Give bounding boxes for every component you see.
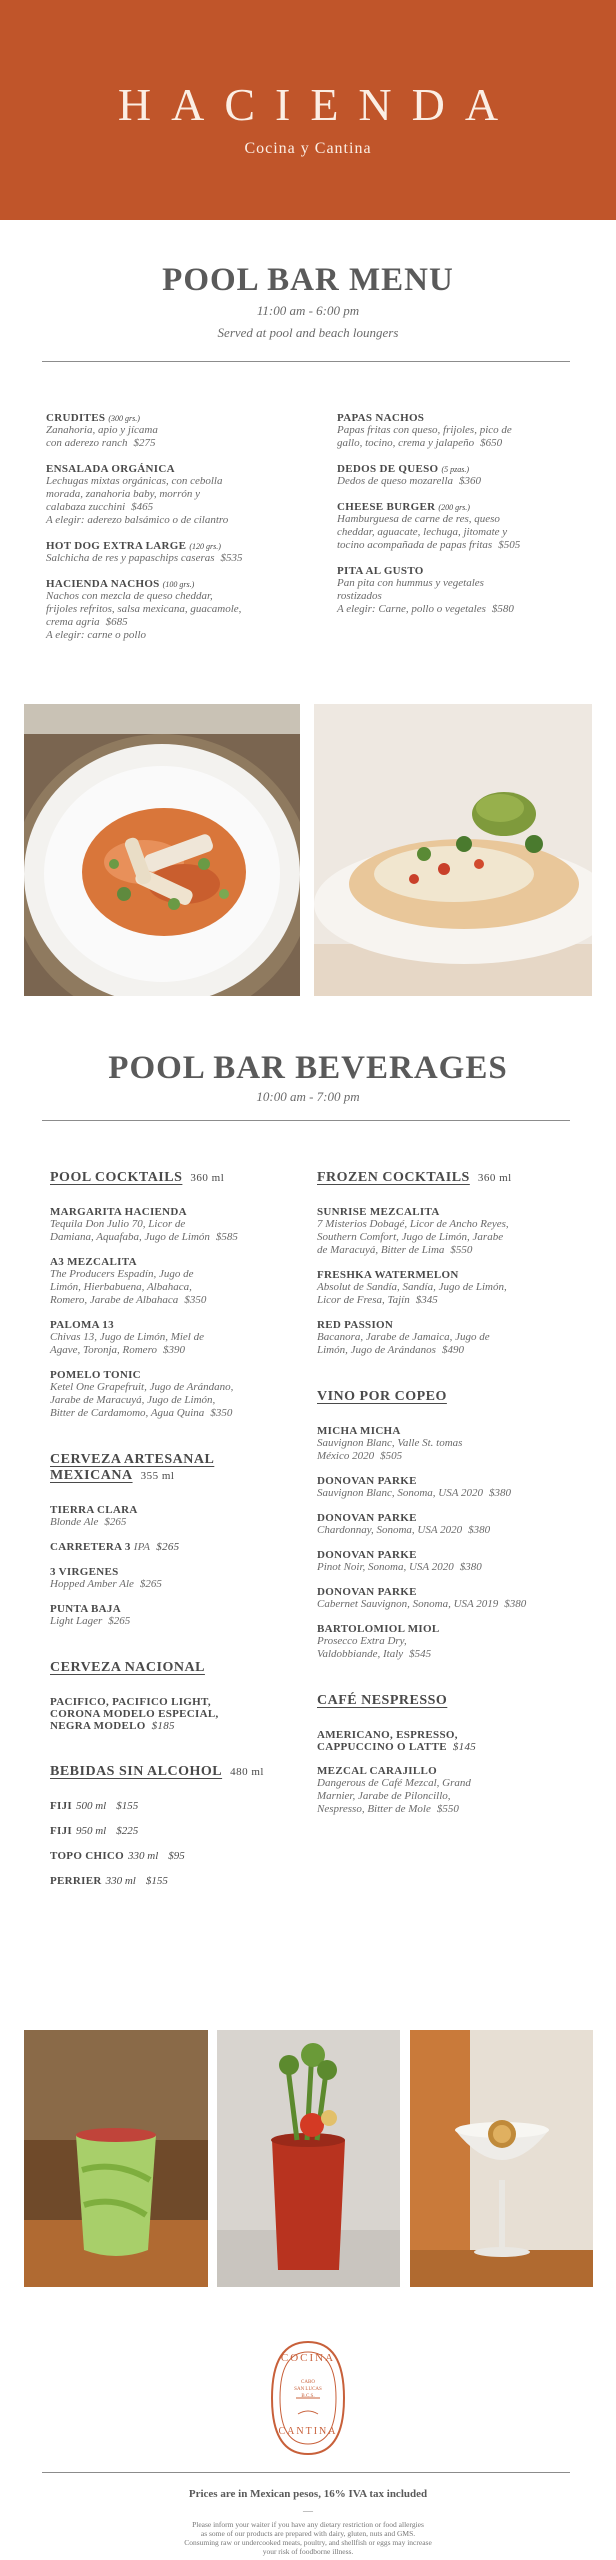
beverage-desc: Limón, Hierbabuena, Albahaca, bbox=[50, 1281, 192, 1293]
beverage-price: $265 bbox=[156, 1541, 180, 1553]
beverage-item bbox=[317, 1586, 577, 1611]
item-desc: crema agria bbox=[46, 616, 100, 628]
beverage-item bbox=[50, 1825, 300, 1837]
item-desc: Salchicha de res y papaschips caseras bbox=[46, 552, 215, 564]
category-title: CERVEZA NACIONAL bbox=[50, 1660, 205, 1675]
item-price: $465 bbox=[131, 501, 154, 513]
category-heading bbox=[50, 1452, 300, 1484]
bloody-mary-photo bbox=[217, 2030, 400, 2287]
beverage-price: $380 bbox=[459, 1561, 482, 1573]
menu-item bbox=[46, 463, 296, 527]
header-banner bbox=[0, 0, 616, 220]
beverage-name: POMELO TONIC bbox=[50, 1369, 141, 1381]
beverage-price: $350 bbox=[184, 1294, 207, 1306]
item-name: ENSALADA ORGÁNICA bbox=[46, 463, 175, 475]
beverage-price: $155 bbox=[145, 1875, 168, 1887]
beverage-name: AMERICANO, ESPRESSO, bbox=[317, 1729, 458, 1741]
beverage-desc: 7 Misterios Dobagé, Licor de Ancho Reyes, bbox=[317, 1218, 509, 1230]
beverage-item bbox=[317, 1623, 577, 1661]
beverage-desc: Damiana, Aquafaba, Jugo de Limón bbox=[50, 1231, 210, 1243]
item-name: DEDOS DE QUESO bbox=[337, 463, 439, 475]
beverage-size: 500 ml bbox=[75, 1800, 107, 1812]
item-desc: Papas fritas con queso, frijoles, pico de bbox=[337, 424, 512, 436]
menu-item bbox=[46, 578, 296, 642]
margarita-photo bbox=[410, 2030, 593, 2287]
category-volume: 480 ml bbox=[230, 1766, 264, 1778]
beverage-size: 950 ml bbox=[75, 1825, 107, 1837]
item-name: HACIENDA NACHOS bbox=[46, 578, 160, 590]
category-title: POOL COCKTAILS bbox=[50, 1170, 183, 1185]
menu-item bbox=[337, 501, 577, 552]
beverage-desc: IPA bbox=[133, 1541, 151, 1553]
beverage-desc: Prosecco Extra Dry, bbox=[317, 1635, 407, 1647]
item-desc: con aderezo ranch bbox=[46, 437, 128, 449]
beverage-item bbox=[50, 1800, 300, 1812]
beverage-desc: Agave, Toronja, Romero bbox=[50, 1344, 157, 1356]
disclaimer-line: as some of our products are prepared with dairy, gluten, nuts and GMS. bbox=[200, 2529, 416, 2538]
menu-item bbox=[337, 412, 577, 450]
beverage-name: PERRIER bbox=[50, 1875, 102, 1887]
item-desc: Nachos con mezcla de queso cheddar, bbox=[46, 590, 213, 602]
beverage-desc: Romero, Jarabe de Albahaca bbox=[50, 1294, 179, 1306]
beverage-price: $490 bbox=[441, 1344, 464, 1356]
item-name: HOT DOG EXTRA LARGE bbox=[46, 540, 187, 552]
beverage-item bbox=[50, 1504, 300, 1529]
beverage-desc: Ketel One Grapefruit, Jugo de Arándano, bbox=[50, 1381, 234, 1393]
item-desc: frijoles refritos, salsa mexicana, guacamole, bbox=[46, 603, 242, 615]
beverage-desc: Light Lager bbox=[50, 1615, 103, 1627]
beverage-size: 330 ml bbox=[128, 1850, 159, 1862]
beverage-price: $390 bbox=[162, 1344, 185, 1356]
food-column-left bbox=[46, 412, 296, 655]
beverage-name: NEGRA MODELO bbox=[50, 1720, 146, 1732]
category-title: CERVEZA ARTESANAL bbox=[50, 1452, 215, 1467]
category-heading bbox=[317, 1693, 577, 1709]
allergy-disclaimer bbox=[150, 2520, 466, 2556]
beverage-name: MARGARITA HACIENDA bbox=[50, 1206, 187, 1218]
disclaimer-line: your risk of foodborne illness. bbox=[262, 2547, 354, 2556]
item-size: (100 grs.) bbox=[162, 580, 195, 589]
beverage-price: $550 bbox=[450, 1244, 473, 1256]
beverage-item bbox=[317, 1549, 577, 1574]
beverage-name: DONOVAN PARKE bbox=[317, 1512, 417, 1524]
footer-separator: — bbox=[303, 2506, 313, 2517]
item-desc: rostizados bbox=[337, 590, 382, 602]
beverage-desc: Marnier, Jarabe de Piloncillo, bbox=[317, 1790, 451, 1802]
beverage-name: MEZCAL CARAJILLO bbox=[317, 1765, 438, 1777]
beverage-desc: de Maracuyá, Bitter de Lima bbox=[317, 1244, 445, 1256]
item-desc: Zanahoria, apio y jícama bbox=[46, 424, 158, 436]
item-size: (300 grs.) bbox=[108, 414, 140, 423]
item-option: A elegir: aderezo balsámico o de cilantro bbox=[46, 514, 229, 526]
beverage-item bbox=[50, 1850, 300, 1862]
beverage-price: $585 bbox=[215, 1231, 238, 1243]
beverage-item bbox=[317, 1425, 577, 1463]
beverage-name: CAPPUCCINO O LATTE bbox=[317, 1741, 447, 1753]
beverage-name: BARTOLOMIOL MIOL bbox=[317, 1623, 440, 1635]
food-hours: 11:00 am - 6:00 pm bbox=[256, 303, 360, 318]
beverage-price: $505 bbox=[380, 1450, 403, 1462]
item-desc: morada, zanahoria baby, morrón y bbox=[46, 488, 201, 500]
cantina-seal-logo bbox=[268, 2338, 348, 2458]
beverage-desc: Southern Comfort, Jugo de Limón, Jarabe bbox=[317, 1231, 504, 1243]
beverage-desc: Hopped Amber Ale bbox=[50, 1578, 134, 1590]
beverage-name: FIJI bbox=[50, 1825, 72, 1837]
disclaimer-line: Please inform your waiter if you have any dietary restriction or food allergies bbox=[192, 2520, 424, 2529]
beverage-name: CORONA MODELO ESPECIAL, bbox=[50, 1708, 219, 1720]
beverage-name: MICHA MICHA bbox=[317, 1425, 401, 1437]
seal-center-text: B.C.S. bbox=[301, 2394, 315, 2399]
item-desc: Pan pita con hummus y vegetales bbox=[337, 577, 484, 589]
item-name: CHEESE BURGER bbox=[337, 501, 436, 513]
beverage-name: SUNRISE MEZCALITA bbox=[317, 1206, 440, 1218]
beverage-item bbox=[50, 1256, 300, 1307]
seal-center-text: CABO bbox=[301, 2380, 315, 2385]
beverage-name: 3 VIRGENES bbox=[50, 1566, 119, 1578]
beverage-desc: Chardonnay, Sonoma, USA 2020 bbox=[317, 1524, 463, 1536]
item-price: $275 bbox=[133, 437, 156, 449]
beverages-column-right bbox=[317, 1170, 577, 1828]
beverage-name: TIERRA CLARA bbox=[50, 1504, 138, 1516]
item-size: (5 pzas.) bbox=[441, 465, 470, 474]
item-option: A elegir: carne o pollo bbox=[46, 629, 146, 641]
beverage-price: $380 bbox=[489, 1487, 512, 1499]
menu-item bbox=[46, 540, 296, 565]
category-volume: 360 ml bbox=[477, 1172, 512, 1184]
item-desc: gallo, tocino, crema y jalapeño bbox=[337, 437, 475, 449]
seal-center-text: SAN LUCAS bbox=[294, 2387, 322, 2392]
price-note: Prices are in Mexican pesos, 16% IVA tax included bbox=[188, 2488, 428, 2500]
beverage-desc: Pinot Noir, Sonoma, USA 2020 bbox=[317, 1561, 454, 1573]
beverage-price: $380 bbox=[468, 1524, 491, 1536]
beverage-price: $265 bbox=[104, 1516, 127, 1528]
beverage-desc: Limón, Jugo de Arándanos bbox=[317, 1344, 436, 1356]
category-heading bbox=[317, 1170, 577, 1186]
beverage-price: $225 bbox=[116, 1825, 139, 1837]
beverage-name: DONOVAN PARKE bbox=[317, 1475, 417, 1487]
beverage-price: $95 bbox=[168, 1850, 185, 1862]
beverage-name: DONOVAN PARKE bbox=[317, 1586, 417, 1598]
item-price: $650 bbox=[480, 437, 503, 449]
beverage-item bbox=[50, 1603, 300, 1628]
category-heading bbox=[317, 1389, 577, 1405]
item-name: PAPAS NACHOS bbox=[337, 412, 425, 424]
item-price: $580 bbox=[491, 603, 514, 615]
item-name: CRUDITES bbox=[46, 412, 106, 424]
beverage-item bbox=[317, 1729, 577, 1753]
beverage-item bbox=[50, 1875, 300, 1887]
menu-item bbox=[46, 412, 296, 450]
item-option: A elegir: Carne, pollo o vegetales bbox=[337, 603, 486, 615]
beverage-desc: Absolut de Sandía, Sandía, Jugo de Limón, bbox=[317, 1281, 507, 1293]
category-heading bbox=[50, 1170, 300, 1186]
beverages-column-left bbox=[50, 1170, 300, 1900]
item-desc: Dedos de queso mozarella bbox=[337, 475, 453, 487]
item-price: $685 bbox=[105, 616, 128, 628]
beverage-item bbox=[317, 1319, 577, 1357]
beverage-price: $350 bbox=[210, 1407, 233, 1419]
beverage-name: A3 MEZCALITA bbox=[50, 1256, 137, 1268]
category-title: BEBIDAS SIN ALCOHOL bbox=[50, 1764, 223, 1779]
item-desc: tocino acompañada de papas fritas bbox=[337, 539, 493, 551]
item-size: (120 grs.) bbox=[189, 542, 221, 551]
beverage-desc: Bacanora, Jarabe de Jamaica, Jugo de bbox=[317, 1331, 490, 1343]
beverage-desc: The Producers Espadín, Jugo de bbox=[50, 1268, 194, 1280]
beverage-item bbox=[50, 1696, 300, 1732]
beverage-desc: México 2020 bbox=[317, 1450, 375, 1462]
category-volume: 355 ml bbox=[140, 1470, 175, 1482]
menu-item bbox=[337, 463, 577, 488]
beverage-desc: Jarabe de Maracuyá, Jugo de Limón, bbox=[50, 1394, 216, 1406]
beverage-price: $185 bbox=[151, 1720, 175, 1732]
brand-logo-text: HACIENDA bbox=[117, 79, 519, 130]
food-menu-title: POOL BAR MENU bbox=[162, 262, 454, 298]
beverage-item bbox=[50, 1541, 300, 1554]
category-heading bbox=[50, 1660, 300, 1676]
beverage-price: $545 bbox=[409, 1648, 432, 1660]
divider bbox=[42, 2472, 570, 2473]
beverage-name: PALOMA 13 bbox=[50, 1319, 114, 1331]
beverage-desc: Licor de Fresa, Tajín bbox=[317, 1294, 410, 1306]
item-size: (200 grs.) bbox=[438, 503, 470, 512]
beverage-price: $265 bbox=[139, 1578, 162, 1590]
beverage-size: 330 ml bbox=[105, 1875, 136, 1887]
beverage-item bbox=[50, 1369, 300, 1420]
beverage-name: RED PASSION bbox=[317, 1319, 394, 1331]
menu-item bbox=[337, 565, 577, 616]
beverage-desc: Bitter de Cardamomo, Agua Quina bbox=[50, 1407, 205, 1419]
beverage-price: $550 bbox=[436, 1803, 459, 1815]
cucumber-drink-photo bbox=[24, 2030, 208, 2287]
beverage-name: FRESHKA WATERMELON bbox=[317, 1269, 459, 1281]
item-price: $505 bbox=[498, 539, 521, 551]
beverages-title: POOL BAR BEVERAGES bbox=[108, 1050, 508, 1086]
beverage-item bbox=[50, 1206, 300, 1244]
beverage-item bbox=[317, 1475, 577, 1500]
beverage-item bbox=[50, 1319, 300, 1357]
seal-top-text: COCINA bbox=[280, 2352, 336, 2364]
beverage-item bbox=[317, 1765, 577, 1816]
item-price: $360 bbox=[459, 475, 481, 487]
item-desc: Hamburguesa de carne de res, queso bbox=[337, 513, 500, 525]
item-desc: calabaza zucchini bbox=[46, 501, 126, 513]
beverage-price: $345 bbox=[415, 1294, 438, 1306]
food-column-right bbox=[337, 412, 577, 629]
divider bbox=[42, 1120, 570, 1121]
item-price: $535 bbox=[220, 552, 243, 564]
beverage-desc: Sauvignon Blanc, Sonoma, USA 2020 bbox=[317, 1487, 484, 1499]
beverage-desc: Tequila Don Julio 70, Licor de bbox=[50, 1218, 186, 1230]
category-heading bbox=[50, 1764, 300, 1780]
beverage-name: PACIFICO, PACIFICO LIGHT, bbox=[50, 1696, 211, 1708]
item-desc: cheddar, aguacate, lechuga, jitomate y bbox=[337, 526, 508, 538]
beverage-desc: Blonde Ale bbox=[50, 1516, 99, 1528]
salad-photo bbox=[24, 704, 300, 996]
beverage-name: DONOVAN PARKE bbox=[317, 1549, 417, 1561]
seal-bottom-text: CANTINA bbox=[278, 2426, 338, 2437]
category-volume: 360 ml bbox=[190, 1172, 225, 1184]
item-name: PITA AL GUSTO bbox=[337, 565, 424, 577]
beverage-name: CARRETERA 3 bbox=[50, 1541, 131, 1553]
nachos-photo bbox=[314, 704, 592, 996]
beverage-price: $145 bbox=[452, 1741, 477, 1753]
category-title: CAFÉ NESPRESSO bbox=[317, 1693, 448, 1708]
brand-tagline: Cocina y Cantina bbox=[244, 140, 372, 157]
divider bbox=[42, 361, 570, 362]
beverage-item bbox=[50, 1566, 300, 1591]
category-title: MEXICANA bbox=[50, 1468, 133, 1483]
beverage-desc: Valdobbiande, Italy bbox=[317, 1648, 404, 1660]
beverage-name: TOPO CHICO bbox=[50, 1850, 125, 1862]
beverage-desc: Chivas 13, Jugo de Limón, Miel de bbox=[50, 1331, 204, 1343]
category-title: VINO POR COPEO bbox=[317, 1389, 447, 1404]
beverage-desc: Cabernet Sauvignon, Sonoma, USA 2019 bbox=[317, 1598, 499, 1610]
beverage-price: $265 bbox=[108, 1615, 131, 1627]
beverage-price: $380 bbox=[504, 1598, 527, 1610]
beverage-name: PUNTA BAJA bbox=[50, 1603, 121, 1615]
item-desc: Lechugas mixtas orgánicas, con cebolla bbox=[46, 475, 223, 487]
disclaimer-line: Consuming raw or undercooked meats, poultry, and shellfish or eggs may increase bbox=[184, 2538, 432, 2547]
beverage-desc: Sauvignon Blanc, Valle St. tomas bbox=[317, 1437, 463, 1449]
beverage-item bbox=[317, 1206, 577, 1257]
beverage-item bbox=[317, 1269, 577, 1307]
beverages-hours: 10:00 am - 7:00 pm bbox=[256, 1089, 360, 1104]
food-served-note: Served at pool and beach loungers bbox=[217, 325, 399, 340]
beverage-item bbox=[317, 1512, 577, 1537]
beverage-name: FIJI bbox=[50, 1800, 72, 1812]
beverage-desc: Dangerous de Café Mezcal, Grand bbox=[317, 1777, 471, 1789]
category-title: FROZEN COCKTAILS bbox=[317, 1170, 470, 1185]
beverage-desc: Nespresso, Bitter de Mole bbox=[317, 1803, 431, 1815]
beverage-price: $155 bbox=[116, 1800, 139, 1812]
